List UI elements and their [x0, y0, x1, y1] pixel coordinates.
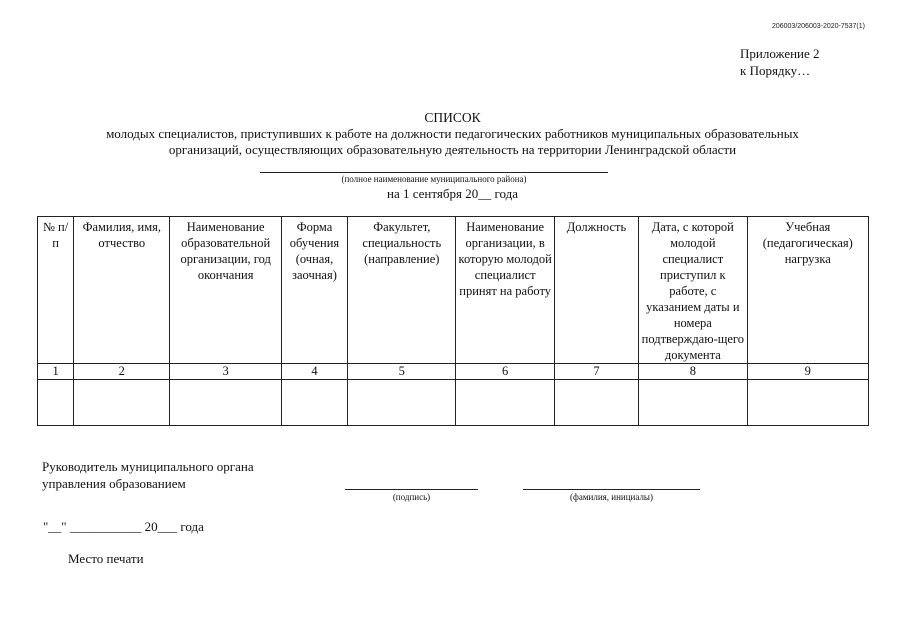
- table-cell: [747, 380, 868, 426]
- stamp-place: Место печати: [68, 551, 144, 566]
- head-line-2: управления образованием: [42, 476, 186, 491]
- header-cell: Дата, с которой молодой специалист приступил к работе, с указанием даты и номера подтверждаю-щего документа: [639, 217, 747, 364]
- column-number: 2: [74, 364, 170, 380]
- column-number: 4: [281, 364, 347, 380]
- head-line-1: Руководитель муниципального органа: [42, 459, 254, 474]
- signing-date: "__" ___________ 20___ года: [43, 519, 204, 534]
- signature-caption: (подпись): [392, 492, 431, 502]
- annex-line-2: к Порядку…: [740, 63, 811, 78]
- name-line: [523, 489, 700, 490]
- name-caption: (фамилия, инициалы): [570, 492, 653, 502]
- table-cell: [348, 380, 456, 426]
- district-name-caption: (полное наименование муниципального района): [341, 174, 527, 184]
- header-cell: Фамилия, имя, отчество: [74, 217, 170, 364]
- header-cell: Форма обучения (очная, заочная): [281, 217, 347, 364]
- document-subtitle: [0, 126, 905, 158]
- header-cell: № п/п: [38, 217, 74, 364]
- specialists-table: [37, 216, 869, 426]
- table-row: [38, 380, 869, 426]
- table-cell: [38, 380, 74, 426]
- as-of-date: на 1 сентября 20__ года: [387, 186, 518, 201]
- header-cell: Учебная (педагогическая) нагрузка: [747, 217, 868, 364]
- column-number: 6: [456, 364, 554, 380]
- column-number: 1: [38, 364, 74, 380]
- column-number: 5: [348, 364, 456, 380]
- table-cell: [281, 380, 347, 426]
- table-cell: [170, 380, 281, 426]
- district-name-line: [260, 172, 608, 173]
- header-cell: Должность: [554, 217, 638, 364]
- table-header-row: [38, 217, 869, 364]
- header-cell: Факультет, специальность (направление): [348, 217, 456, 364]
- annex-label: [740, 45, 820, 79]
- table-cell: [554, 380, 638, 426]
- header-cell: Наименование образовательной организации, год окончания: [170, 217, 281, 364]
- column-number: 7: [554, 364, 638, 380]
- signature-line: [345, 489, 478, 490]
- head-of-authority-label: [42, 458, 254, 492]
- header-cell: Наименование организации, в которую молодой специалист принят на работу: [456, 217, 554, 364]
- subtitle-line-2: организаций, осуществляющих образовательную деятельность на территории Ленинградской области: [168, 142, 737, 157]
- table-cell: [456, 380, 554, 426]
- column-number-row: [38, 364, 869, 380]
- column-number: 3: [170, 364, 281, 380]
- document-title: СПИСОК: [424, 110, 481, 125]
- column-number: 9: [747, 364, 868, 380]
- annex-line-1: Приложение 2: [740, 46, 820, 61]
- table-cell: [74, 380, 170, 426]
- table-cell: [639, 380, 747, 426]
- document-number: 206003/206003-2020-7537(1): [771, 23, 865, 30]
- column-number: 8: [639, 364, 747, 380]
- subtitle-line-1: молодых специалистов, приступивших к работе на должности педагогических работников муниципальных образовательных: [106, 126, 799, 141]
